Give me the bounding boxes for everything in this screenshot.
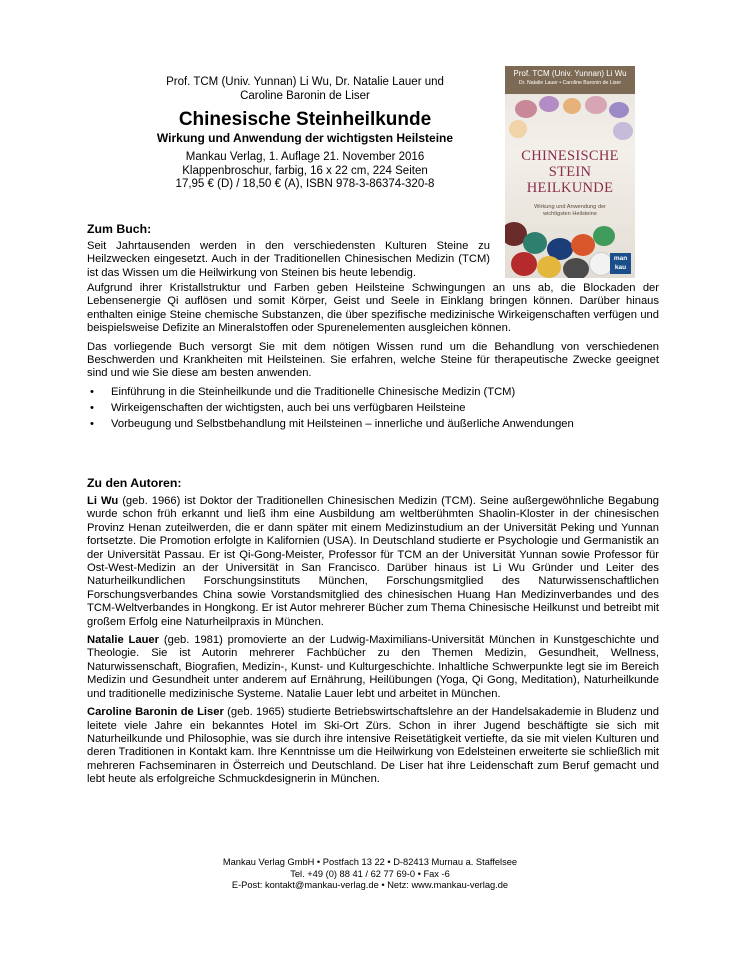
book-paragraph-2: Aufgrund ihrer Kristallstruktur und Farben geben Heilsteine Schwingungen an uns ab, die Blockaden der Lebensenergie Qi auflösen und somit Körper, Geist und Seele in Einklang bringen können. Darüber hinaus enthalten einige Steine chemische Substanzen, die über spezifische medizinische Wirkeigenschaften verfügen und beispielsweise Defizite an Mineralstoffen oder Spurenelementen ausgleichen können.	[87, 282, 659, 335]
cover-author-band	[505, 66, 635, 94]
book-paragraph-1: Seit Jahrtausenden werden in den verschiedensten Kulturen Steine zu Heilzwecken eingesetzt. Auch in der Traditionellen Chinesischen Medizin (TCM) ist das Wissen um die Heilwirkung von Steinen bis heute lebendig.	[87, 240, 490, 279]
press-header	[140, 76, 470, 192]
footer-contact: E-Post: kontakt@mankau-verlag.de • Netz: www.mankau-verlag.de	[231, 880, 509, 890]
mankau-logo	[610, 253, 631, 274]
bullet-icon: •	[90, 401, 94, 414]
author-bio-liser	[87, 706, 659, 786]
cover-tagline-line-2: wichtigsten Heilsteine	[543, 211, 597, 217]
book-heading: Zum Buch:	[87, 222, 152, 236]
book-bullet-list	[87, 386, 659, 431]
author-line-2: Caroline Baronin de Liser	[240, 89, 370, 102]
cover-title-line-1: CHINESISCHE	[521, 148, 619, 164]
author-text-lauer: (geb. 1981) promovierte an der Ludwig-Maximilians-Universität München in Kunstgeschichte und Theologie. Sie ist Autorin mehrerer Fachbücher zu den Themen Medizin, Gesundheit, Wellness, Naturwissenschaft, Biografien, Medizin-, Kunst- und Kulturgeschichte. Inhaltliche Schwerpunkte legt sie im Bereich Medizin und Gesundheit unter anderem auf Ernährung, Heilübungen (Yoga, Qi Gong, Meditation), Naturheilkunde und traditionelle medizinische Systeme. Natalie Lauer lebt und arbeitet in München.	[87, 634, 659, 700]
bullet-text: Einführung in die Steinheilkunde und die Traditionelle Chinesische Medizin (TCM)	[111, 385, 516, 398]
book-body	[87, 282, 659, 434]
book-subtitle: Wirkung und Anwendung der wichtigsten Heilsteine	[156, 131, 454, 146]
cover-authors-sub: Dr. Natalie Lauer • Caroline Baronin de Liser	[518, 80, 622, 86]
footer-phone: Tel. +49 (0) 88 41 / 62 77 69-0 • Fax -6	[290, 868, 450, 879]
author-name-liser: Caroline Baronin de Liser	[87, 706, 224, 719]
publisher-footer	[140, 857, 600, 892]
price-isbn-line: 17,95 € (D) / 18,50 € (A), ISBN 978-3-86374-320-8	[175, 178, 435, 191]
author-text-liser: (geb. 1965) studierte Betriebswirtschaftslehre an der Handelsakademie in Bludenz und leitete viele Jahre ein bekanntes Hotel im Ski-Ort Zürs. Schon in ihrer Jugend beschäftigte sie sich mit Naturheilkunde und Philosophie, was sie durch ihre intensive Reisetätigkeit vertiefte, da sie mit vielen Kulturen und deren Traditionen in Kontakt kam. Ihre Kenntnisse um die Heilwirkung von Edelsteinen erweiterte sie schließlich mit mehreren Fachseminaren in Österreich und Deutschland. De Liser hat ihre Leidenschaft zum Beruf gemacht und lebt heute als erfolgreiche Schmuckdesignerin in München.	[87, 706, 659, 786]
mankau-logo-line-2: kau	[614, 264, 627, 271]
book-cover-image	[505, 66, 635, 278]
author-bio-li-wu	[87, 495, 659, 629]
list-item	[87, 402, 659, 415]
author-text-li-wu: (geb. 1966) ist Doktor der Traditionellen Chinesischen Medizin (TCM). Seine außergewöhnliche Begabung wurde schon früh erkannt und ließ ihm eine Ausbildung am weltberühmten Shaolin-Kloster in der chinesischen Provinz Henan zuteilwerden, die er dann später mit einem Medizinstudium an der Universität Peking und Yunnan fortsetzte. Die Promotion erfolgte in Kalifornien (USA). In Deutschland studierte er Psychologie und Germanistik an der Universität Passau. Er ist Qi-Gong-Meister, Professor für TCM an der Universität Yunnan sowie Professor für Ost-West-Medizin an der Universität in San Francisco. Darüber hinaus ist Li Wu Gründer und Leiter des Naturheilkundlichen Forschungsinstituts München, Forschungsmitglied des Naturwissenschaftlichen Forschungsverbandes China sowie Vorstandsmitglied des chinesischen Huang Han Medizinverbandes und des TCM-Weltverbandes in Hongkong. Er ist Autor mehrerer Bücher zum Thema Chinesische Heilkunst und betreibt mit großem Erfolg eine Naturheilpraxis in München.	[87, 495, 659, 628]
cover-title	[505, 148, 635, 196]
bullet-icon: •	[90, 385, 94, 398]
authors-heading: Zu den Autoren:	[87, 476, 182, 490]
mankau-logo-line-1: man	[613, 255, 628, 262]
cover-tagline-line-1: Wirkung und Anwendung der	[534, 204, 606, 210]
section-book	[87, 222, 659, 237]
book-intro	[87, 240, 490, 280]
section-authors	[87, 476, 659, 787]
cover-title-line-3: HEILKUNDE	[526, 180, 614, 196]
author-bio-lauer	[87, 634, 659, 701]
book-paragraph-3: Das vorliegende Buch versorgt Sie mit dem nötigen Wissen rund um die Behandlung von verschiedenen Beschwerden und Krankheiten mit Heilsteinen. Sie erfahren, welche Steine für therapeutische Zwecke geeignet sind und wie Sie diese am besten anwenden.	[87, 340, 659, 380]
author-name-lauer: Natalie Lauer	[87, 634, 160, 647]
cover-title-line-2: STEIN	[548, 164, 592, 180]
author-name-li-wu: Li Wu	[87, 495, 119, 507]
author-line-1: Prof. TCM (Univ. Yunnan) Li Wu, Dr. Natalie Lauer und	[166, 76, 444, 88]
bullet-text: Vorbeugung und Selbstbehandlung mit Heilsteinen – innerliche und äußerliche Anwendungen	[111, 417, 574, 430]
publisher-line: Mankau Verlag, 1. Auflage 21. November 2016	[185, 151, 425, 164]
list-item	[87, 418, 659, 431]
cover-tagline	[513, 204, 627, 218]
book-title: Chinesische Steinheilkunde	[178, 109, 432, 131]
bullet-icon: •	[90, 417, 94, 430]
cover-authors-top: Prof. TCM (Univ. Yunnan) Li Wu	[513, 69, 627, 78]
format-line: Klappenbroschur, farbig, 16 x 22 cm, 224 Seiten	[182, 164, 428, 177]
list-item	[87, 386, 659, 399]
bullet-text: Wirkeigenschaften der wichtigsten, auch bei uns verfügbaren Heilsteine	[111, 401, 466, 414]
footer-address: Mankau Verlag GmbH • Postfach 13 22 • D-82413 Murnau a. Staffelsee	[222, 857, 518, 867]
